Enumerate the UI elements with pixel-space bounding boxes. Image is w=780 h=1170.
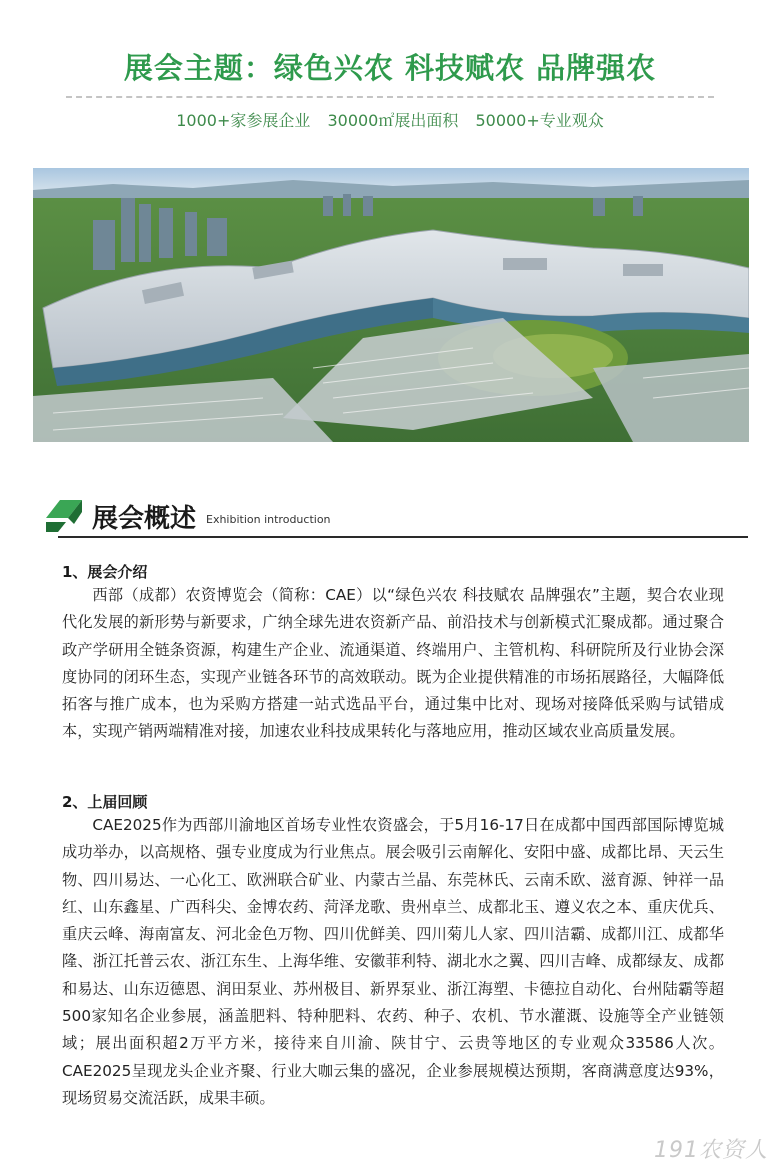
section-subtitle-en: Exhibition introduction [206, 513, 331, 526]
stat-visitors: 50000+专业观众 [475, 111, 604, 130]
intro-paragraph: 西部（成都）农资博览会（简称：CAE）以“绿色兴农 科技赋农 品牌强农”主题，契合农业现代化发展的新形势与新要求，广纳全球先进农资新产品、前沿技术与创新模式汇聚成都。通过聚合政产学研用全链条资源，构建生产企业、流通渠道、终端用户、主管机构、科研院所及行业协会深度协同的闭环生态，实现产业链各环节的高效联动。既为企业提供精准的市场拓展路径，大幅降低拓客与推广成本，也为采购方搭建一站式选品平台，通过集中比对、现场对接降低采购与试错成本，实现产销两端精准对接，加速农业科技成果转化与落地应用，推动区域农业高质量发展。 [62, 586, 724, 741]
stat-area: 30000㎡展出面积 [327, 111, 459, 130]
section-accent-icon [46, 498, 84, 534]
watermark: 191农资人 [654, 1138, 768, 1163]
exhibition-center-aerial-photo [33, 168, 749, 442]
stats-row [0, 108, 780, 131]
stat-exhibitors: 1000+家参展企业 [176, 111, 311, 130]
intro-heading: 1、展会介绍 [62, 563, 148, 581]
review-paragraph: CAE2025作为西部川渝地区首场专业性农资盛会，于5月16-17日在成都中国西部国际博览城成功举办，以高规格、强专业度成为行业焦点。展会吸引云南解化、安阳中盛、成都比昂、天云生物、四川易达、一心化工、欧洲联合矿业、内蒙古兰晶、东莞林氏、云南禾欧、滋育源、钟祥一品红、山东鑫星、广西科尖、金博农药、菏泽龙歌、贵州卓兰、成都北玉、遵义农之本、重庆优兵、重庆云峰、海南富友、河北金色万物、四川优鲜美、四川菊儿人家、四川洁霸、成都川江、成都华隆、浙江托普云农、浙江东生、上海华维、安徽菲利特、湖北水之翼、四川吉峰、成都绿友、成都和易达、山东迈德恩、润田泵业、苏州极目、新界泵业、浙江海塑、卡德拉自动化、台州陆霸等超500家知名企业参展，涵盖肥料、特种肥料、农药、种子、农机、节水灌溉、设施等全产业链领域；展出面积超2万平方米，接待来自川渝、陕甘宁、云贵等地区的专业观众33586人次。CAE2025呈现龙头企业齐聚、行业大咖云集的盛况，企业参展规模达预期，客商满意度达93%，现场贸易交流活跃，成果丰硕。 [62, 816, 724, 1107]
section-title: 展会概述 [92, 504, 197, 534]
section-header [46, 496, 746, 538]
section-rule [58, 536, 748, 538]
dashed-divider [66, 96, 714, 98]
review-heading: 2、上届回顾 [62, 793, 148, 811]
hero-image [33, 168, 749, 442]
theme-title: 展会主题：绿色兴农 科技赋农 品牌强农 [123, 51, 657, 85]
